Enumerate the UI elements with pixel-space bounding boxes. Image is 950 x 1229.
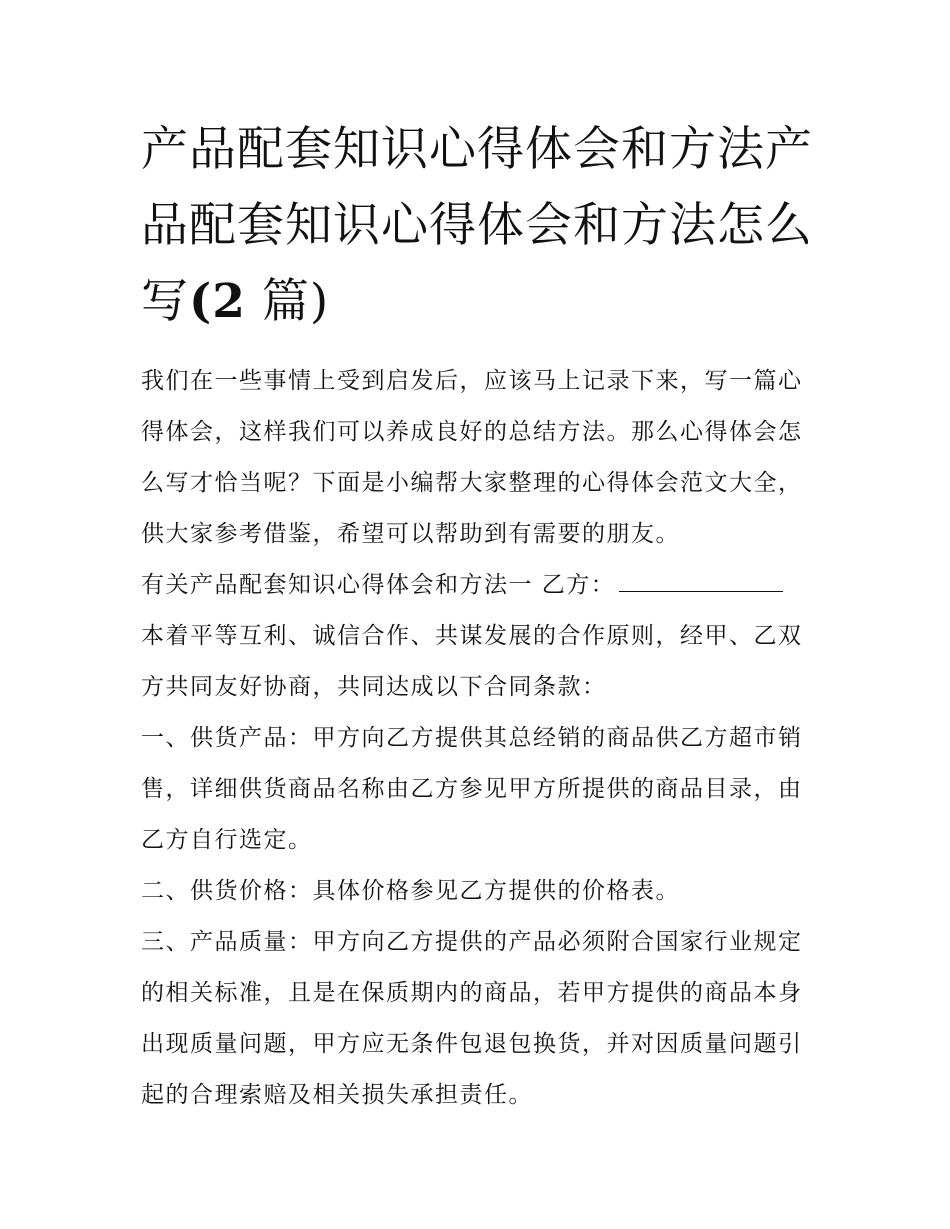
document-page [141,112,816,1121]
intro-paragraph: 我们在一些事情上受到启发后，应该马上记录下来，写一篇心得体会，这样我们可以养成良好的总结方法。那么心得体会怎么写才恰当呢？下面是小编帮大家整理的心得体会范文大全，供大家参考借鉴，希望可以帮助到有需要的朋友。 [141,368,803,547]
clause-2-paragraph: 二、供货价格：具体价格参见乙方提供的价格表。 [141,878,680,904]
title-line-2-number: (2 [189,274,246,329]
party-b-blank-line [619,565,783,592]
document-title [141,112,816,340]
title-line-2-suffix: 篇) [261,274,330,329]
title-line-1: 产品配套知识心得体会和方法产品配套知识心得体会和方法 [141,122,813,253]
title-line-2-prefix: 怎么写 [141,198,813,329]
section-heading: 有关产品配套知识心得体会和方法一 乙方： [141,572,616,598]
section-heading-paragraph [141,560,816,611]
document-body [141,356,816,1121]
clause-3-paragraph: 三、产品质量：甲方向乙方提供的产品必须附合国家行业规定的相关标准，且是在保质期内的商品，若甲方提供的商品本身出现质量问题，甲方应无条件包退包换货，并对因质量问题引起的合理索赔及相关损失承担责任。 [141,929,803,1108]
clause-1-paragraph: 一、供货产品：甲方向乙方提供其总经销的商品供乙方超市销售，详细供货商品名称由乙方参见甲方所提供的商品目录，由乙方自行选定。 [141,725,803,853]
principle-paragraph: 本着平等互利、诚信合作、共谋发展的合作原则，经甲、乙双方共同友好协商，共同达成以下合同条款： [141,623,803,700]
